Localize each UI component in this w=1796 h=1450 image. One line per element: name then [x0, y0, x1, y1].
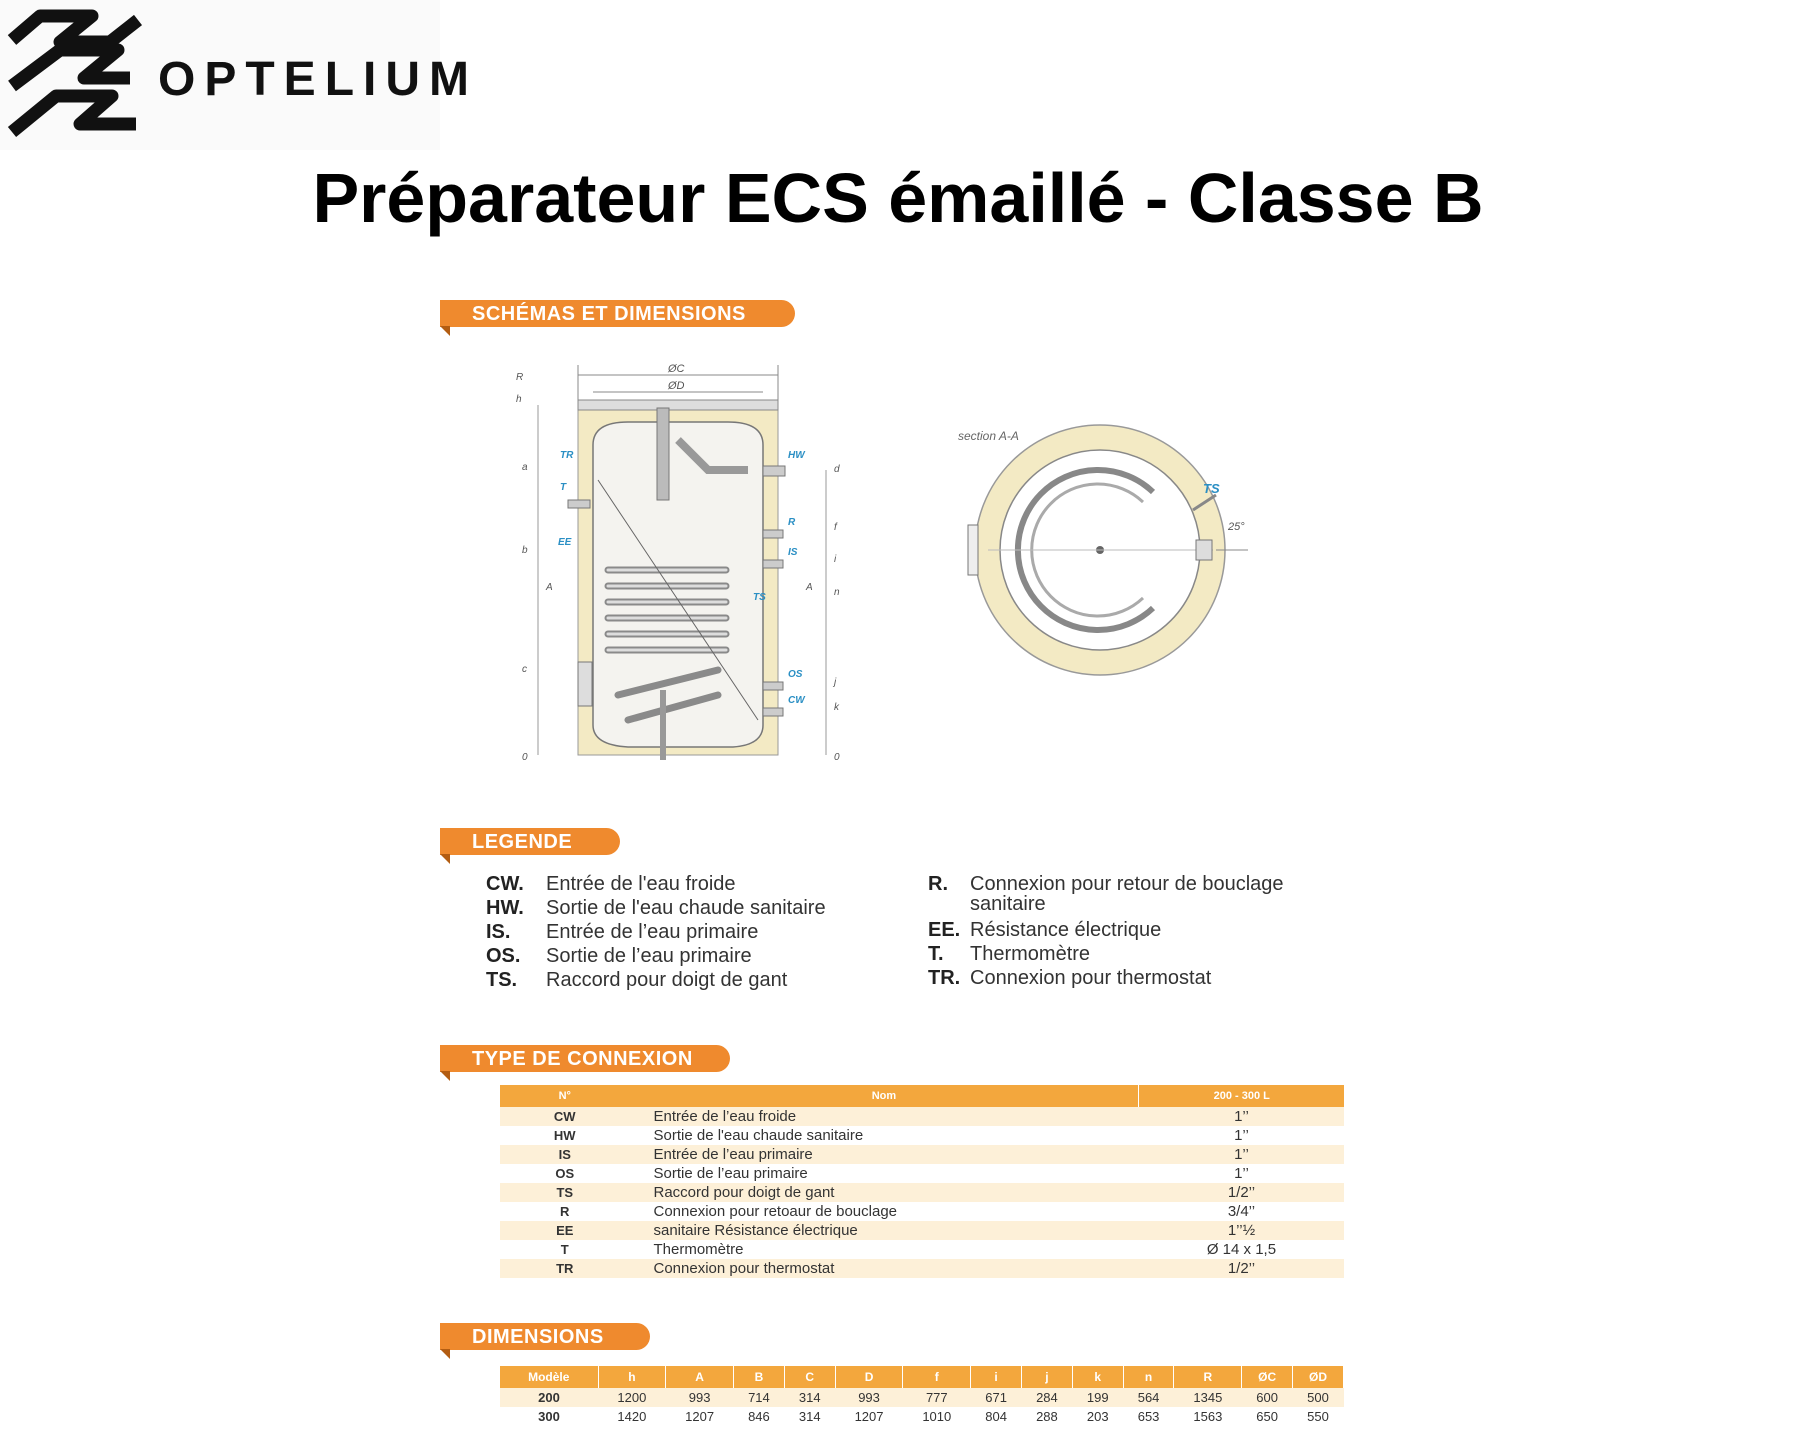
table-cell: 550: [1293, 1407, 1344, 1426]
brand-name: OPTELIUM: [158, 53, 478, 106]
svg-text:TS: TS: [753, 592, 766, 603]
col-header: ØD: [1293, 1366, 1344, 1388]
table-row: [500, 1240, 1344, 1259]
svg-text:IS: IS: [788, 547, 798, 558]
table-header-row: [500, 1085, 1344, 1107]
dimensions-table: [500, 1366, 1344, 1426]
col-header: 200 - 300 L: [1139, 1085, 1344, 1107]
table-row: [500, 1145, 1344, 1164]
col-header: B: [734, 1366, 785, 1388]
svg-text:n: n: [834, 587, 840, 598]
svg-text:section A-A: section A-A: [958, 429, 1019, 443]
col-header: Modèle: [500, 1366, 598, 1388]
table-cell: Sortie de l'eau chaude sanitaire: [630, 1126, 1139, 1145]
col-header: N°: [500, 1085, 630, 1107]
table-row: [500, 1407, 1344, 1426]
datasheet: SCHÉMAS ET DIMENSIONS ØC ØD R h a b c 0 A d f i n j k 0 A TR T EE HW R IS TS OS CW section A-A TS 25° LEGENDE CW. Entrée de l'eau froide HW. Sortie de l'eau chaude sanitaire IS. Entrée de l’eau primaire OS. Sortie de l’eau primaire TS. Raccord pour doigt de gant R. Connexion pour retour de bouclage sanitaire EE. Résistance électrique T. Thermomètre TR. Connexion pour thermostat TYPE DE CONNEXION N° Nom 200 - 300 L CW Entrée de l’eau froide 1’’ HW Sortie de l'eau chaude sanitaire 1’’ IS Entrée de l’eau primaire 1’’ OS Sortie de l’eau primaire 1’’ TS Raccord pour doigt de gant 1/2’’ R Connexion pour retoaur de bouclage 3/4’’ EE sanitaire Résistance électrique 1’’½ T Thermomètre Ø 14 x 1,5 TR Connexion pour thermostat 1/2’’ DIMENSIONS Modèle h A B C D f i j k n R ØC ØD 200 1200 993 714 314 993 777 671 284 199 564 1345 600 500 300 1420 1207 846 314 1207 1010 804 288 203 653 1563 650 550: [408, 290, 1410, 1450]
table-cell: 288: [1022, 1407, 1073, 1426]
legend: CW. Entrée de l'eau froide HW. Sortie de l'eau chaude sanitaire IS. Entrée de l’eau primaire OS. Sortie de l’eau primaire TS. Raccord pour doigt de gant R. Connexion pour retour de bouclage sanitaire EE. Résistance électrique T. Thermomètre TR. Connexion pour thermostat: [486, 873, 1284, 991]
svg-text:OS: OS: [788, 669, 803, 680]
svg-text:f: f: [834, 522, 837, 533]
svg-text:ØD: ØD: [668, 380, 685, 392]
svg-text:R: R: [788, 517, 796, 528]
col-header: h: [598, 1366, 666, 1388]
table-cell: 714: [734, 1388, 785, 1407]
table-row: [500, 1107, 1344, 1126]
table-cell: 993: [666, 1388, 734, 1407]
connexion-table-wrap: [500, 1085, 1344, 1278]
table-cell: Thermomètre: [630, 1240, 1139, 1259]
svg-text:b: b: [522, 545, 528, 556]
table-cell: 1563: [1174, 1407, 1242, 1426]
tank-cross-section-drawing: [508, 350, 868, 790]
svg-text:25°: 25°: [1228, 521, 1245, 533]
col-header: j: [1022, 1366, 1073, 1388]
col-header: n: [1123, 1366, 1174, 1388]
table-cell: 199: [1072, 1388, 1123, 1407]
table-cell: 564: [1123, 1388, 1174, 1407]
svg-text:c: c: [522, 664, 527, 675]
table-cell: HW: [500, 1126, 630, 1145]
table-cell: OS: [500, 1164, 630, 1183]
table-row: [500, 1164, 1344, 1183]
logo: [0, 0, 478, 150]
connexion-table: [500, 1085, 1344, 1278]
col-header: f: [903, 1366, 971, 1388]
table-cell: 1’’: [1139, 1164, 1344, 1183]
table-cell: 1207: [835, 1407, 903, 1426]
svg-text:A: A: [546, 582, 553, 593]
col-header: ØC: [1242, 1366, 1293, 1388]
svg-text:j: j: [834, 677, 837, 688]
table-cell: T: [500, 1240, 630, 1259]
table-cell: 1’’: [1139, 1107, 1344, 1126]
table-row: [500, 1221, 1344, 1240]
svg-text:TR: TR: [560, 450, 574, 461]
table-row: [500, 1126, 1344, 1145]
svg-text:a: a: [522, 462, 528, 473]
svg-text:i: i: [834, 554, 837, 565]
table-cell: 300: [500, 1407, 598, 1426]
table-cell: 314: [784, 1388, 835, 1407]
svg-text:d: d: [834, 464, 840, 475]
table-cell: R: [500, 1202, 630, 1221]
col-header: D: [835, 1366, 903, 1388]
table-cell: Entrée de l’eau primaire: [630, 1145, 1139, 1164]
legend-item-continued: sanitaire: [970, 893, 1046, 915]
col-header: C: [784, 1366, 835, 1388]
dimensions-table-wrap: [500, 1366, 1344, 1426]
section-aa-drawing: [948, 410, 1268, 690]
table-cell: 284: [1022, 1388, 1073, 1407]
col-header: k: [1072, 1366, 1123, 1388]
table-cell: Ø 14 x 1,5: [1139, 1240, 1344, 1259]
table-cell: sanitaire Résistance électrique: [630, 1221, 1139, 1240]
table-cell: 1200: [598, 1388, 666, 1407]
table-cell: 600: [1242, 1388, 1293, 1407]
table-cell: 1/2’’: [1139, 1183, 1344, 1202]
svg-text:EE: EE: [558, 537, 572, 548]
table-cell: 314: [784, 1407, 835, 1426]
table-cell: 1’’: [1139, 1145, 1344, 1164]
table-cell: Connexion pour thermostat: [630, 1259, 1139, 1278]
table-cell: 650: [1242, 1407, 1293, 1426]
col-header: R: [1174, 1366, 1242, 1388]
table-cell: 846: [734, 1407, 785, 1426]
svg-text:ØC: ØC: [668, 363, 685, 375]
table-row: [500, 1259, 1344, 1278]
svg-text:TS: TS: [1203, 481, 1220, 496]
table-cell: Sortie de l’eau primaire: [630, 1164, 1139, 1183]
table-cell: EE: [500, 1221, 630, 1240]
table-cell: IS: [500, 1145, 630, 1164]
table-cell: 1’’: [1139, 1126, 1344, 1145]
col-header: A: [666, 1366, 734, 1388]
table-cell: 777: [903, 1388, 971, 1407]
table-cell: 804: [971, 1407, 1022, 1426]
table-row: [500, 1388, 1344, 1407]
table-cell: 203: [1072, 1407, 1123, 1426]
table-cell: 671: [971, 1388, 1022, 1407]
table-cell: 653: [1123, 1407, 1174, 1426]
svg-text:0: 0: [522, 752, 528, 763]
col-header: i: [971, 1366, 1022, 1388]
svg-text:0: 0: [834, 752, 840, 763]
table-cell: 1/2’’: [1139, 1259, 1344, 1278]
svg-text:h: h: [516, 394, 522, 405]
table-cell: CW: [500, 1107, 630, 1126]
optelium-logo-icon: [0, 0, 150, 150]
page-title: Préparateur ECS émaillé - Classe B: [312, 159, 1484, 237]
table-cell: Raccord pour doigt de gant: [630, 1183, 1139, 1202]
svg-text:CW: CW: [788, 695, 805, 706]
table-cell: 1345: [1174, 1388, 1242, 1407]
table-cell: 1420: [598, 1407, 666, 1426]
table-cell: 200: [500, 1388, 598, 1407]
svg-text:HW: HW: [788, 450, 805, 461]
table-cell: TS: [500, 1183, 630, 1202]
table-row: [500, 1183, 1344, 1202]
table-cell: 1207: [666, 1407, 734, 1426]
svg-text:A: A: [806, 582, 813, 593]
table-cell: TR: [500, 1259, 630, 1278]
table-cell: Entrée de l’eau froide: [630, 1107, 1139, 1126]
svg-text:R: R: [516, 372, 524, 383]
table-cell: 3/4’’: [1139, 1202, 1344, 1221]
svg-text:k: k: [834, 702, 839, 713]
svg-text:T: T: [560, 482, 567, 493]
table-cell: 1010: [903, 1407, 971, 1426]
table-row: [500, 1202, 1344, 1221]
table-cell: 993: [835, 1388, 903, 1407]
table-cell: Connexion pour retoaur de bouclage: [630, 1202, 1139, 1221]
col-header: Nom: [630, 1085, 1139, 1107]
table-header-row: [500, 1366, 1344, 1388]
table-cell: 500: [1293, 1388, 1344, 1407]
table-cell: 1’’½: [1139, 1221, 1344, 1240]
